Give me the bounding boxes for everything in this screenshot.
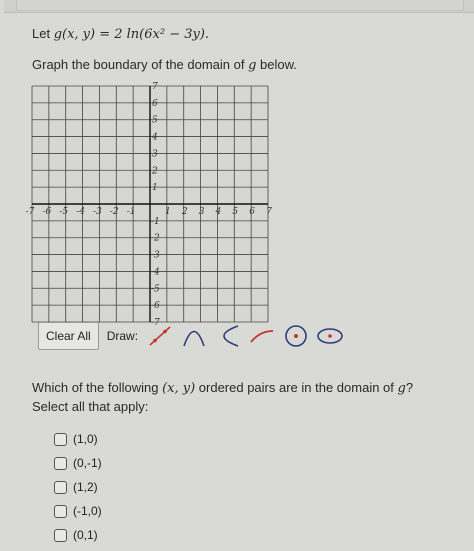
parabola-up-tool-icon[interactable]	[180, 323, 208, 349]
answer-option[interactable]	[54, 526, 98, 544]
answer-option[interactable]	[54, 454, 102, 472]
option-label: (1,0)	[73, 432, 98, 446]
line-tool-icon[interactable]	[146, 323, 174, 349]
x-tick-label: -2	[109, 207, 119, 217]
top-bar	[4, 0, 474, 13]
y-tick-label: -2	[151, 233, 160, 244]
clear-all-button[interactable]: Clear All	[38, 322, 99, 350]
y-tick-label: -6	[151, 301, 160, 312]
function-formula: g(x, y) = 2 ln(6x² − 3y).	[53, 27, 210, 42]
y-tick-label: 6	[152, 98, 158, 109]
option-label: (0,1)	[73, 528, 98, 542]
answer-option[interactable]	[54, 478, 98, 496]
graph-instruction	[32, 57, 297, 73]
x-tick-label: -1	[126, 207, 136, 217]
option-checkbox[interactable]	[54, 505, 67, 518]
option-label: (-1,0)	[73, 504, 102, 518]
x-tick-label: 2	[181, 207, 188, 217]
y-tick-label: -1	[151, 216, 160, 227]
top-bar-inner	[16, 0, 464, 11]
x-tick-label: 3	[198, 207, 205, 217]
instruction-prefix: Graph the boundary of the domain of	[32, 57, 249, 72]
q2-part3: ? Select all that apply:	[32, 380, 414, 414]
curve-tool-icon[interactable]	[248, 323, 276, 349]
x-tick-label: 6	[249, 207, 256, 217]
point-circle-tool-icon[interactable]	[282, 323, 310, 349]
ellipse-tool-icon[interactable]	[316, 323, 344, 349]
answer-option[interactable]	[54, 502, 102, 520]
y-tick-label: 4	[152, 132, 158, 143]
x-tick-label: -4	[76, 207, 85, 217]
instruction-var: g	[248, 58, 257, 73]
x-tick-label: -7	[25, 207, 35, 217]
instruction-suffix: below.	[256, 57, 297, 72]
x-tick-label: 7	[266, 207, 272, 217]
option-checkbox[interactable]	[54, 433, 67, 446]
q2-math1: (x, y)	[162, 381, 196, 396]
parabola-side-tool-icon[interactable]	[214, 323, 242, 349]
q2-math2: g	[397, 381, 406, 396]
x-tick-label: -5	[59, 207, 69, 217]
function-definition	[32, 26, 209, 42]
answer-option[interactable]	[54, 430, 98, 448]
x-tick-label: 1	[164, 207, 171, 217]
draw-label: Draw:	[106, 329, 139, 343]
option-label: (1,2)	[73, 480, 98, 494]
y-tick-label: 1	[152, 183, 158, 194]
y-tick-label: 3	[152, 149, 158, 160]
y-tick-label: -5	[151, 284, 160, 295]
option-checkbox[interactable]	[54, 481, 67, 494]
option-label: (0,-1)	[73, 456, 102, 470]
y-tick-label: -4	[151, 267, 160, 278]
x-tick-label: -3	[93, 207, 102, 217]
domain-question	[32, 379, 452, 416]
q2-part1: Which of the following	[32, 380, 163, 395]
draw-toolbar	[38, 322, 344, 350]
prompt-prefix: Let	[32, 26, 54, 41]
option-checkbox[interactable]	[54, 457, 67, 470]
y-tick-label: -3	[151, 250, 160, 261]
q2-part2: ordered pairs are in the domain of	[195, 380, 398, 395]
graph-canvas[interactable]	[25, 82, 272, 328]
y-tick-label: 5	[152, 115, 158, 126]
x-tick-label: 4	[215, 207, 222, 217]
y-tick-label: 7	[152, 82, 158, 92]
y-tick-label: 2	[152, 166, 158, 177]
x-tick-label: -6	[42, 207, 52, 217]
option-checkbox[interactable]	[54, 529, 67, 542]
y-tick-label: -7	[151, 318, 160, 328]
x-tick-label: 5	[232, 207, 239, 217]
